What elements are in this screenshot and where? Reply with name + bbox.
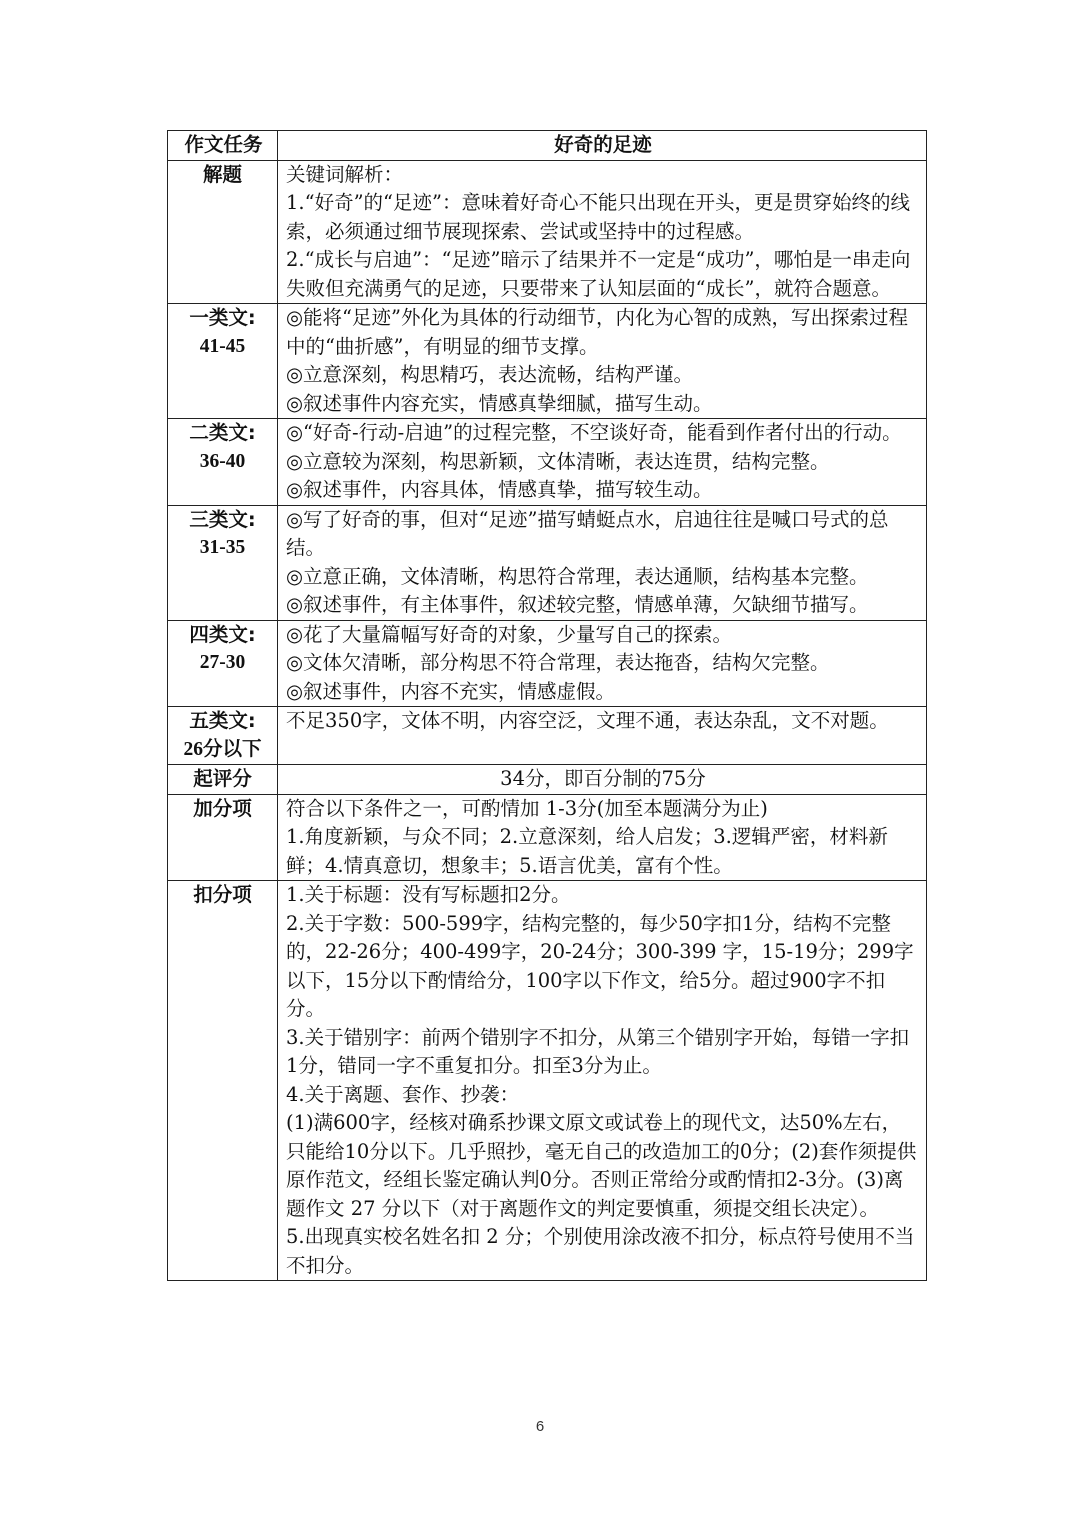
table-row [168, 419, 927, 506]
table-row [168, 794, 927, 881]
table-header-row [168, 131, 927, 161]
content-line: ◎立意较为深刻，构思新颖，文体清晰，表达连贯，结构完整。 [286, 449, 830, 473]
content-line: 符合以下条件之一，可酌情加 1-3分(加至本题满分为止) [286, 796, 768, 820]
content-line: ◎立意深刻，构思精巧，表达流畅，结构严谨。 [286, 363, 694, 386]
content-line: ◎叙述事件，内容具体，情感真挚，描写较生动。 [286, 478, 713, 501]
row-label-cell [168, 794, 278, 881]
content-line: 1.关于标题：没有写标题扣2分。 [286, 883, 571, 906]
content-line: 34分，即百分制的75分 [500, 767, 706, 790]
row-label-cell [168, 707, 278, 765]
content-line: ◎叙述事件，内容不充实，情感虚假。 [286, 679, 616, 703]
row-score-range: 41-45 [199, 335, 246, 357]
row-label: 加分项 [193, 796, 252, 820]
content-line: (1)满600字，经核对确系抄课文原文或试卷上的现代文，达50%左右，只能给10分以下。几乎照抄，毫无自己的改造加工的0分；(2)套作须提供原作范文，经组长鉴定确认判0分。否则正常给分或酌情扣2-3分。(3)离题作文 27 分以下（对于离题作文的判定要慎重，须提交组长决定）。 [286, 1111, 917, 1220]
row-content-cell [278, 881, 927, 1281]
content-line: ◎文体欠清晰，部分构思不符合常理，表达拖沓，结构欠完整。 [286, 651, 830, 674]
table-row [168, 620, 927, 707]
row-label: 三类文: [189, 507, 256, 531]
row-label: 一类文: [189, 306, 256, 329]
row-label-cell [168, 419, 278, 506]
header-title: 好奇的足迹 [278, 131, 927, 161]
page-number: 6 [535, 1418, 545, 1435]
row-score-range: 26分以下 [183, 738, 262, 760]
row-score-range: 31-35 [199, 537, 246, 558]
row-score-range: 27-30 [199, 652, 246, 673]
row-content-cell [278, 765, 927, 795]
row-label-cell [168, 304, 278, 419]
content-line: 关键词解析： [286, 162, 404, 186]
row-label: 扣分项 [193, 883, 252, 906]
row-content-cell [278, 160, 927, 304]
content-line: ◎叙述事件，有主体事件，叙述较完整，情感单薄，欠缺细节描写。 [286, 593, 869, 616]
table-row [168, 160, 927, 304]
row-label: 二类文: [189, 421, 256, 444]
content-line: 4.关于离题、套作、抄袭： [286, 1082, 520, 1106]
content-line: 3.关于错别字：前两个错别字不扣分，从第三个错别字开始，每错一字扣1分，错同一字不重复扣分。扣至3分为止。 [286, 1025, 910, 1077]
content-line: 5.出现真实校名姓名扣 2 分；个别使用涂改液不扣分，标点符号使用不当不扣分。 [286, 1225, 915, 1277]
content-line: ◎花了大量篇幅写好奇的对象，少量写自己的探索。 [286, 622, 733, 646]
row-score-range: 36-40 [199, 450, 246, 472]
row-content-cell [278, 304, 927, 419]
table-row [168, 765, 927, 795]
content-line: ◎叙述事件内容充实，情感真挚细腻，描写生动。 [286, 391, 713, 415]
table-row [168, 505, 927, 620]
content-line: 1.“好奇”的“足迹”：意味着好奇心不能只出现在开头，更是贯穿始终的线索，必须通过细节展现探索、尝试或坚持中的过程感。 [286, 191, 910, 243]
row-label-cell [168, 765, 278, 795]
content-line: 2.“成长与启迪”：“足迹”暗示了结果并不一定是“成功”，哪怕是一串走向失败但充满勇气的足迹，只要带来了认知层面的“成长”，就符合题意。 [286, 248, 911, 300]
row-label-cell [168, 505, 278, 620]
row-label-cell [168, 620, 278, 707]
row-label: 解题 [202, 162, 242, 186]
row-content-cell [278, 620, 927, 707]
row-label: 起评分 [193, 767, 252, 790]
row-content-cell [278, 505, 927, 620]
row-content-cell [278, 794, 927, 881]
content-line: ◎能将“足迹”外化为具体的行动细节，内化为心智的成熟，写出探索过程中的“曲折感”，有明显的细节支撑。 [286, 306, 908, 358]
table-row [168, 707, 927, 765]
content-line: ◎写了好奇的事，但对“足迹”描写蜻蜓点水，启迪往往是喊口号式的总结。 [286, 507, 889, 559]
content-line: 不足350字，文体不明，内容空泛，文理不通，表达杂乱，文不对题。 [286, 709, 889, 732]
content-line: 1.角度新颖，与众不同；2.立意深刻，给人启发；3.逻辑严密，材料新鲜；4.情真意切，想象丰；5.语言优美，富有个性。 [286, 825, 888, 877]
table-row [168, 304, 927, 419]
row-label: 四类文: [189, 622, 256, 646]
table-row [168, 881, 927, 1281]
content-line: ◎“好奇-行动-启迪”的过程完整，不空谈好奇，能看到作者付出的行动。 [286, 421, 902, 444]
row-content-cell [278, 419, 927, 506]
row-label: 五类文: [189, 709, 256, 732]
row-label-cell [168, 881, 278, 1281]
header-label: 作文任务 [168, 131, 278, 161]
scoring-table [167, 130, 927, 1281]
content-line: ◎立意正确，文体清晰，构思符合常理，表达通顺，结构基本完整。 [286, 564, 869, 588]
row-content-cell [278, 707, 927, 765]
row-label-cell [168, 160, 278, 304]
content-line: 2.关于字数：500-599字，结构完整的，每少50字扣1分，结构不完整的，22-26分；400-499字，20-24分；300-399 字，15-19分；299字以下，15分以下酌情给分，100字以下作文，给5分。超过900字不扣分。 [286, 911, 914, 1020]
